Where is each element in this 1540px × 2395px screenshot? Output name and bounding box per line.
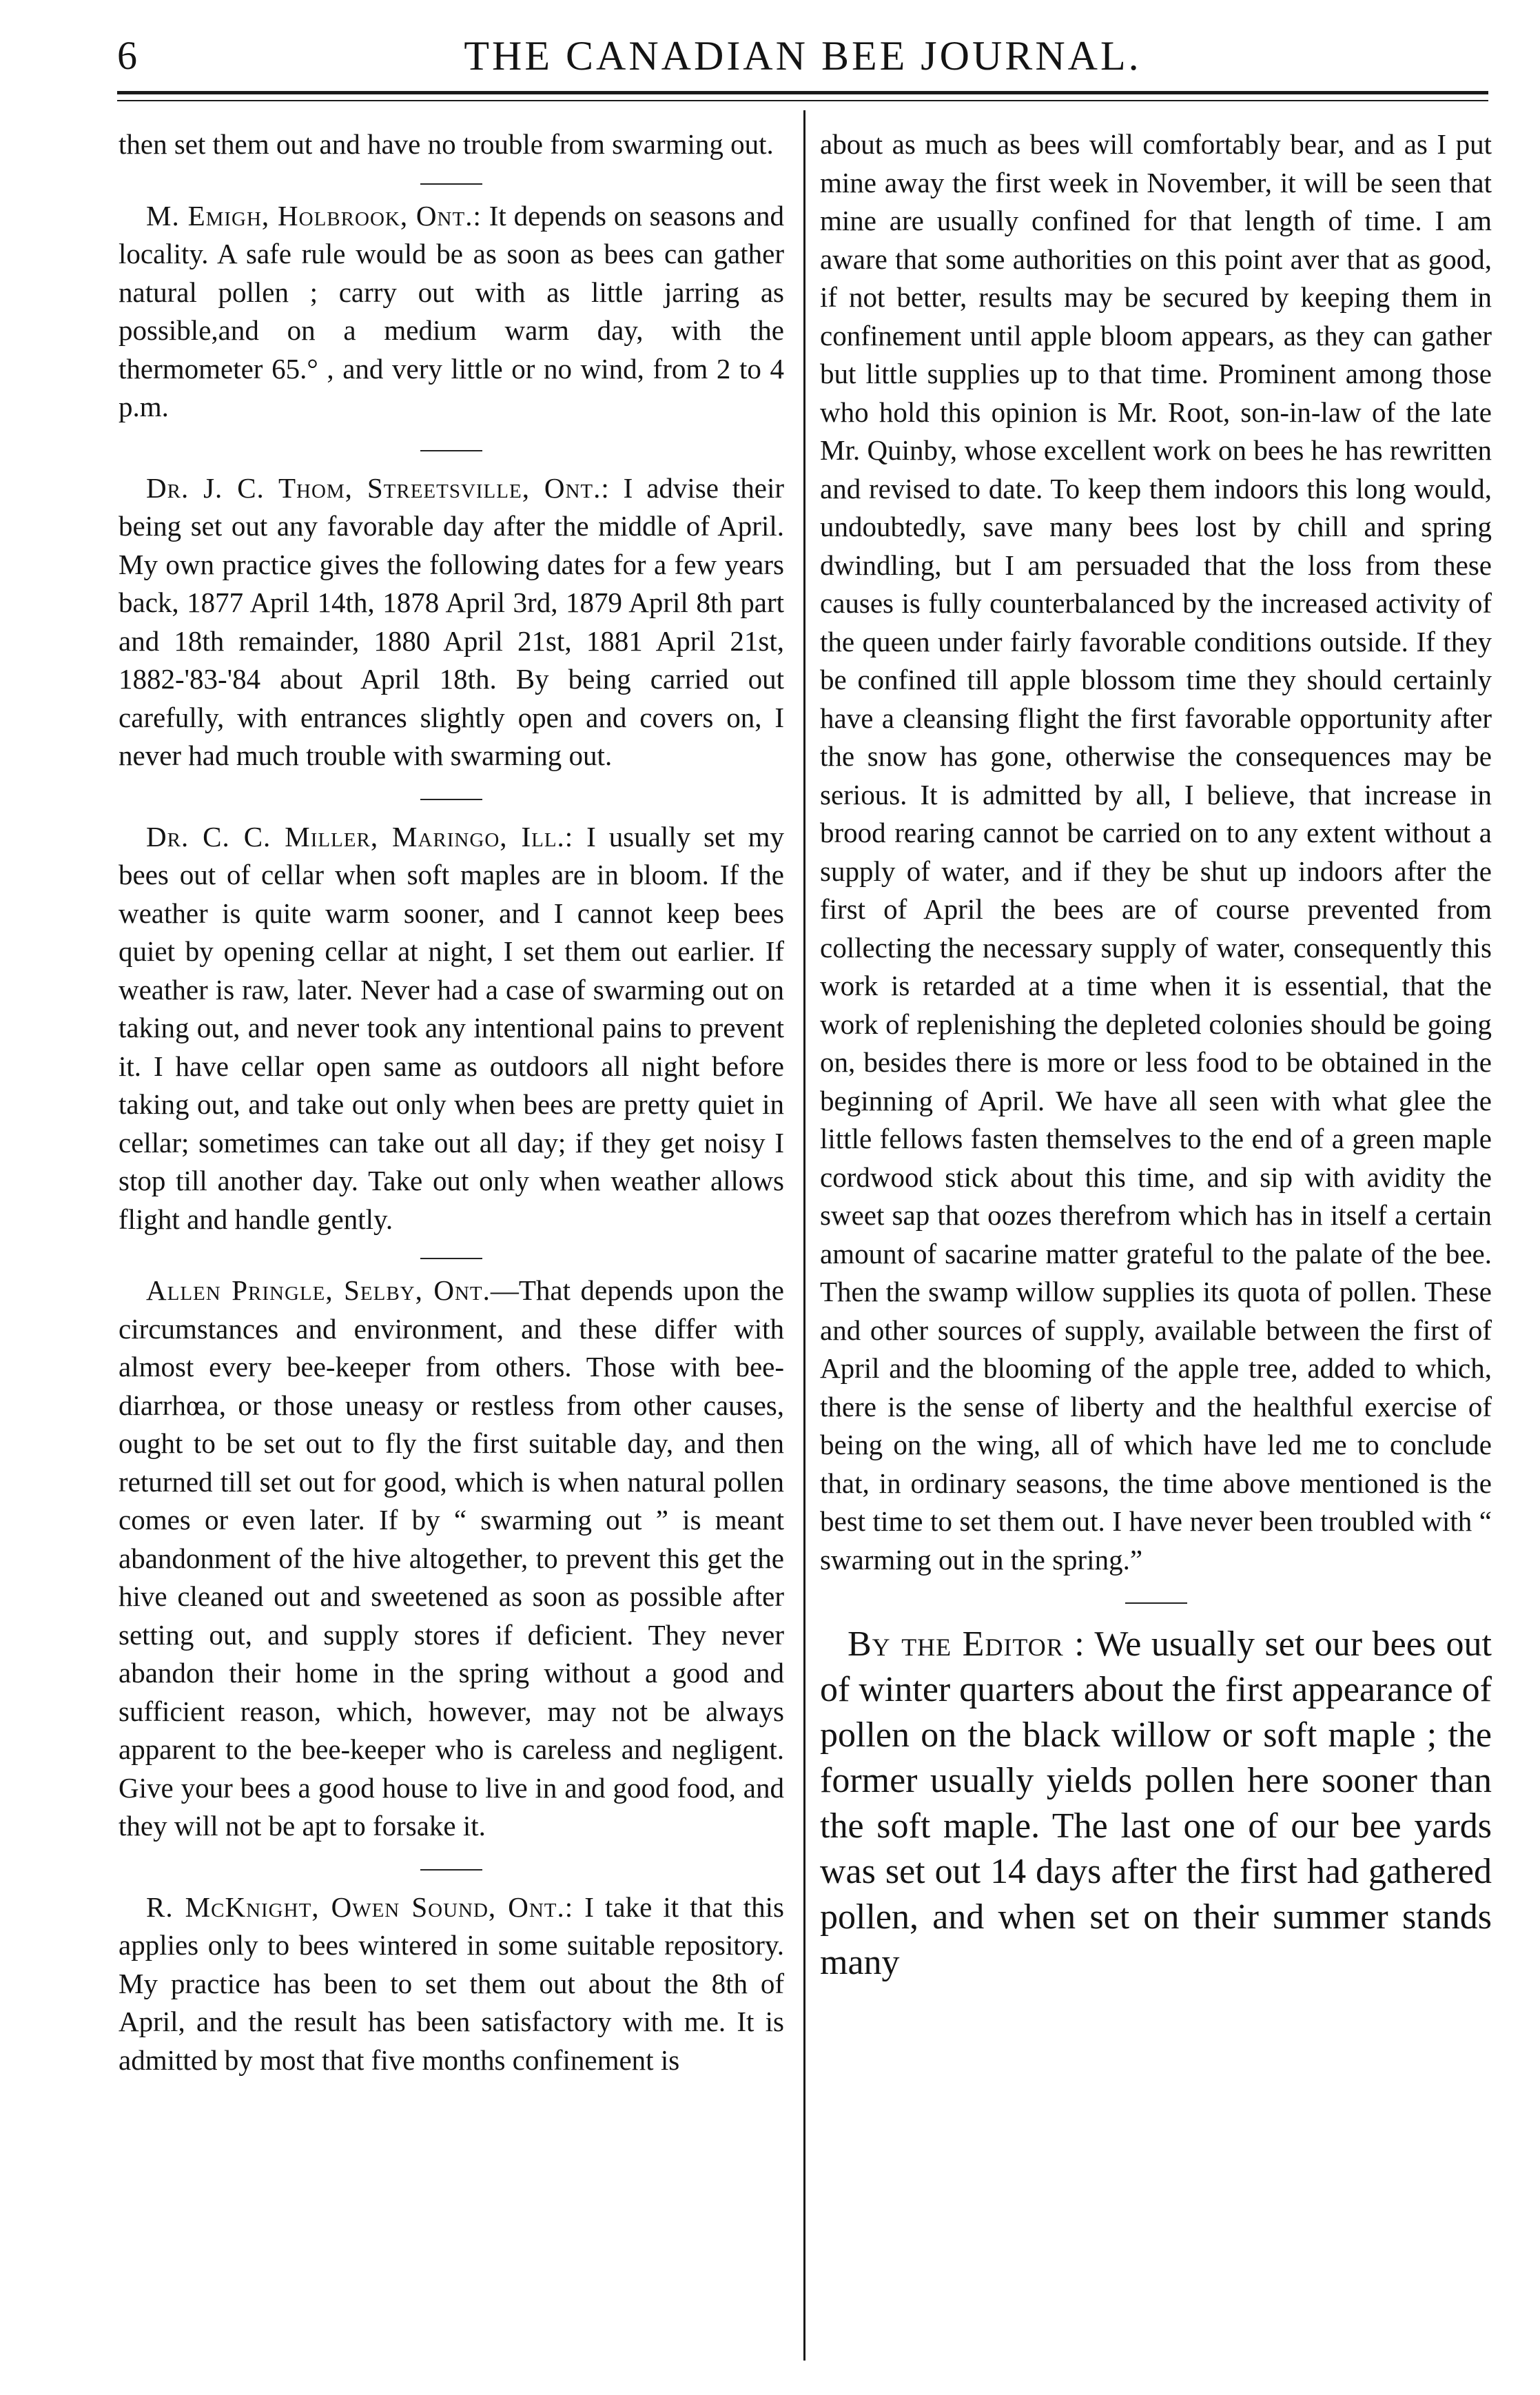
separator (420, 1869, 482, 1871)
left-column (119, 125, 784, 2079)
entry-author: Dr. J. C. Thom, Streetsville, Ont.: (146, 471, 610, 504)
separator (420, 450, 482, 451)
editor-author: By the Editor : (848, 1624, 1085, 1664)
entry-miller (119, 818, 784, 1239)
entry-mcknight (119, 1888, 784, 2080)
editor-note (820, 1622, 1492, 1986)
intro-paragraph: then set them out and have no trouble from swarming out. (119, 128, 774, 160)
separator (420, 1258, 482, 1259)
entry-author: Dr. C. C. Miller, Maringo, Ill.: (146, 820, 574, 853)
separator (420, 799, 482, 800)
entry-pringle (119, 1272, 784, 1846)
entry-text: It depends on seasons and locality. A safe rule would be as soon as bees can gather natural pollen ; carry out with as little jarring as possible,and on a medium warm day, with the thermometer 65.° , and very little or no wind, from 2 to 4 p.m. (119, 199, 784, 422)
entry-text: I take it that this applies only to bees wintered in some suitable repository. My practice has been to set them out about the 8th of April, and the result has been satisfactory with me. It is admitted by most that five months confinement is (119, 1890, 785, 2076)
header-rule-thick (117, 91, 1488, 94)
entry-author: M. Emigh, Holbrook, Ont.: (146, 199, 482, 232)
right-column (820, 125, 1492, 1986)
header-rule-thin (117, 100, 1488, 101)
separator (420, 183, 482, 185)
page-header (117, 32, 1488, 80)
column-divider (803, 110, 805, 2361)
entry-text: —That depends upon the circumstances and environment, and these differ with almost every bee-keeper from others. Those with bee-diarrhœa, or those uneasy or restless from other causes, ought to be set out to fly the first suitable day, and then returned till set out for good, which is when natural pollen comes or even later. If by “ swarming out ” is meant abandonment of the hive altogether, to prevent this get the hive cleaned out and sweetened as soon as possible after setting out, and supply stores if deficient. They never abandon their home in the spring without a good and sufficient reason, which, however, may not be always apparent to the bee-keeper who is careless and negligent. Give your bees a good house to live in and good food, and they will not be apt to forsake it. (119, 1274, 784, 1842)
entry-text: I advise their being set out any favorable day after the middle of April. My own practice gives the following dates for a few years back, 1877 April 14th, 1878 April 3rd, 1879 April 8th part and 18th remainder, 1880 April 21st, 1881 April 21st, 1882-'83-'84 about April 18th. By being carried out carefully, with entrances slightly open and covers on, I never had much trouble with swarming out. (119, 471, 785, 771)
editor-text: We usually set our bees out of winter quarters about the first appearance of pollen on the black willow or soft maple ; the former usually yields pollen here sooner than the soft maple. The last one of our bee yards was set out 14 days after the first had gathered pollen, and when set on their summer stands many (820, 1624, 1492, 1982)
entry-author: Allen Pringle, Selby, Ont. (146, 1274, 491, 1306)
journal-title: THE CANADIAN BEE JOURNAL. (464, 33, 1142, 79)
entry-emigh (119, 197, 784, 427)
entry-text: I usually set my bees out of cellar when soft maples are in bloom. If the weather is quite warm sooner, and I cannot keep bees quiet by opening cellar at night, I set them out earlier. If weather is raw, later. Never had a case of swarming out on taking out, and never took any intentional pains to prevent it. I have cellar open same as outdoors all night before taking out, and take out only when bees are pretty quiet in cellar; sometimes can take out all day; if they get noisy I stop till another day. Take out only when weather allows flight and handle gently. (119, 820, 785, 1235)
continuation-paragraph: about as much as bees will comfortably bear, and as I put mine away the first week in November, it will be seen that mine are usually confined for that length of time. I am aware that some authorities on this point aver that as good, if not better, results may be secured by keeping them in confinement until apple bloom appears, as they can gather but little supplies up to that time. Prominent among those who hold this opinion is Mr. Root, son-in-law of the late Mr. Quinby, whose excellent work on bees he has rewritten and revised to date. To keep them indoors this long would, undoubtedly, save many bees lost by chill and spring dwindling, but I am persuaded that the loss from these causes is fully counterbalanced by the increased activity of the queen under fairly favorable conditions outside. If they be confined till apple blossom time they should certainly have a cleansing flight the first favorable opportunity after the snow has gone, otherwise the consequences may be serious. It is admitted by all, I believe, that increase in brood rearing cannot be carried on to any extent without a supply of water, and if they be shut up indoors after the first of April the bees are of course prevented from collecting the necessary supply of water, consequently this work is retarded at a time when it is essential, that the work of replenishing the depleted colonies should be going on, besides there is more or less food to be obtained in the beginning of April. We have all seen with what glee the little fellows fasten themselves to the end of a green maple cordwood stick about this time, and sip with avidity the sweet sap that oozes therefrom which has in itself a certain amount of sacarine matter grateful to the palate of the bee. Then the swamp willow supplies its quota of pollen. These and other sources of supply, available between the first of April and the blooming of the apple tree, added to which, there is the sense of liberty and the healthful exercise of being on the wing, all of which have led me to conclude that, in ordinary seasons, the time above mentioned is the best time to set them out. I have never been troubled with “ swarming out in the spring.” (820, 128, 1492, 1576)
page-number: 6 (117, 33, 137, 78)
entry-author: R. McKnight, Owen Sound, Ont.: (146, 1890, 574, 1923)
entry-thom (119, 469, 784, 775)
separator (1125, 1602, 1187, 1604)
